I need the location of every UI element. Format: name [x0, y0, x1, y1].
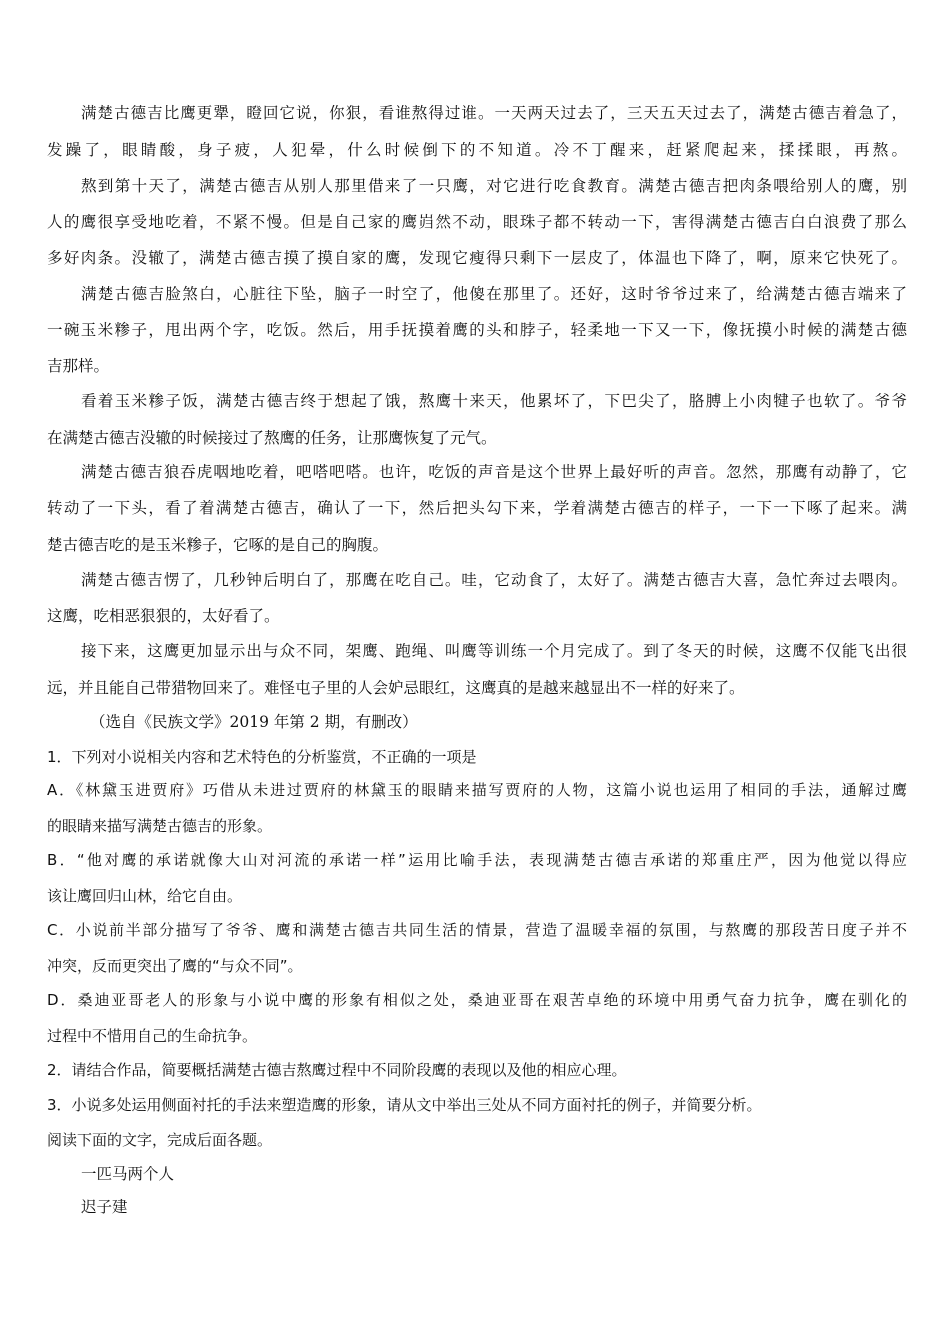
story-title: 一匹马两个人	[81, 1165, 175, 1183]
text-line: 冲突，反而更突出了鹰的“与众不同”。	[47, 957, 303, 975]
text-line: A．《林黛玉进贾府》巧借从未进过贾府的林黛玉的眼睛来描写贾府的人物，这篇小说也运用了相同的手法，通解过鹰	[47, 781, 907, 799]
text-line: 该让鹰回归山林，给它自由。	[47, 887, 243, 905]
source-citation: （选自《民族文学》2019 年第 2 期，有删改）	[90, 713, 418, 731]
text-line: 楚古德吉吃的是玉米糁子，它啄的是自己的胸腹。	[47, 536, 389, 554]
text-line: 转动了一下头，看了着满楚古德吉，确认了一下，然后把头勾下来，学着满楚古德吉的样子，一下一下啄了起来。满	[47, 499, 907, 517]
text-line: 接下来，这鹰更加显示出与众不同，架鹰、跑绳、叫鹰等训练一个月完成了。到了冬天的时候，这鹰不仅能飞出很	[81, 642, 907, 660]
text-line: C．小说前半部分描写了爷爷、鹰和满楚古德吉共同生活的情景，营造了温暖幸福的氛围，与熬鹰的那段苦日度子并不	[47, 921, 907, 939]
text-line: B．“他对鹰的承诺就像大山对河流的承诺一样”运用比喻手法，表现满楚古德吉承诺的郑重庄严，因为他觉以得应	[47, 851, 907, 869]
text-line: 满楚古德吉脸煞白，心脏往下坠，脑子一时空了，他傻在那里了。还好，这时爷爷过来了，给满楚古德吉端来了	[81, 285, 907, 303]
text-line: 人的鹰很享受地吃着，不紧不慢。但是自己家的鹰岿然不动，眼珠子都不转动一下，害得满楚古德吉白白浪费了那么	[47, 213, 907, 231]
text-line: 多好肉条。没辙了，满楚古德吉摸了摸自家的鹰，发现它瘦得只剩下一层皮了，体温也下降了，啊，原来它快死了。	[47, 249, 907, 267]
text-line: 的眼睛来描写满楚古德吉的形象。	[47, 817, 273, 835]
text-line: 在满楚古德吉没辙的时候接过了熬鹰的任务，让那鹰恢复了元气。	[47, 429, 497, 447]
text-line: 满楚古德吉愣了，几秒钟后明白了，那鹰在吃自己。哇，它动食了，太好了。满楚古德吉大喜，急忙奔过去喂肉。	[81, 571, 907, 589]
text-line: 满楚古德吉比鹰更犟，瞪回它说，你狠，看谁熬得过谁。一天两天过去了，三天五天过去了，满楚古德吉着急了，	[81, 104, 907, 122]
text-line: 满楚古德吉狼吞虎咽地吃着，吧嗒吧嗒。也许，吃饭的声音是这个世界上最好听的声音。忽然，那鹰有动静了，它	[81, 463, 907, 481]
question-1: 1．下列对小说相关内容和艺术特色的分析鉴赏，不正确的一项是	[47, 748, 477, 766]
question-2: 2．请结合作品，简要概括满楚古德吉熬鹰过程中不同阶段鹰的表现以及他的相应心理。	[47, 1061, 627, 1079]
reading-instruction: 阅读下面的文字，完成后面各题。	[47, 1131, 273, 1149]
text-line: 这鹰，吃相恶狠狠的，太好看了。	[47, 607, 280, 625]
text-line: 吉那样。	[47, 357, 110, 375]
text-line: 发躁了，眼睛酸，身子疲，人犯晕，什么时候倒下的不知道。冷不丁醒来，赶紧爬起来，揉揉眼，再熬。	[47, 141, 907, 159]
text-line: 一碗玉米糁子，甩出两个字，吃饭。然后，用手抚摸着鹰的头和脖子，轻柔地一下又一下，像抚摸小时候的满楚古德	[47, 321, 907, 339]
text-line: 熬到第十天了，满楚古德吉从别人那里借来了一只鹰，对它进行吃食教育。满楚古德吉把肉条喂给别人的鹰，别	[81, 177, 907, 195]
story-author: 迟子建	[81, 1198, 128, 1216]
text-line: D．桑迪亚哥老人的形象与小说中鹰的形象有相似之处，桑迪亚哥在艰苦卓绝的环境中用勇气奋力抗争，鹰在驯化的	[47, 991, 907, 1009]
text-line: 看着玉米糁子饭，满楚古德吉终于想起了饿，熬鹰十来天，他累坏了，下巴尖了，胳膊上小肉犍子也软了。爷爷	[81, 392, 907, 410]
question-3: 3．小说多处运用侧面衬托的手法来塑造鹰的形象，请从文中举出三处从不同方面衬托的例子，并简要分析。	[47, 1096, 762, 1114]
text-line: 远，并且能自己带猎物回来了。难怪屯子里的人会妒忌眼红，这鹰真的是越来越显出不一样的好来了。	[47, 679, 745, 697]
text-line: 过程中不惜用自己的生命抗争。	[47, 1027, 258, 1045]
